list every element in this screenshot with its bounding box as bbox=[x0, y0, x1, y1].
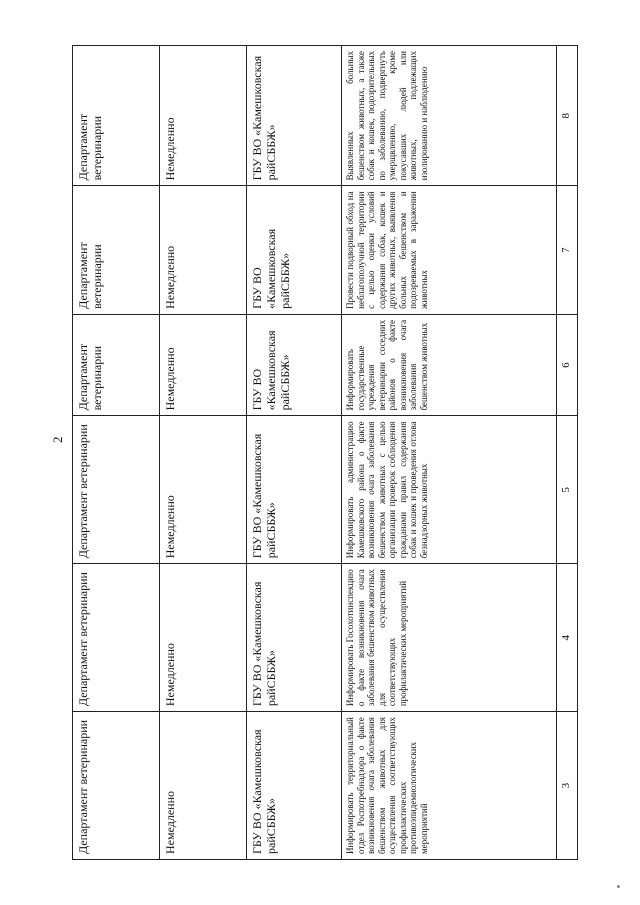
term-cell: Немедленно bbox=[160, 186, 247, 314]
responsible-cell: Департамент ветеринарии bbox=[73, 314, 160, 416]
row-number-cell: 6 bbox=[557, 314, 578, 416]
responsible-cell: Департамент ветеринарии bbox=[73, 416, 160, 564]
responsible-cell: Департамент ветеринарии bbox=[73, 46, 160, 186]
term-cell: Немедленно bbox=[160, 712, 247, 860]
description-cell: Информировать территориальный отдел Роспотребнадзора о факте возникновения очага заболевания бешенством животных для осуществления соответствующих профилактических противоэпидемиологических мероприятий bbox=[342, 712, 557, 860]
term-cell: Немедленно bbox=[160, 564, 247, 712]
term-cell: Немедленно bbox=[160, 416, 247, 564]
description-cell: Информировать государственные учреждения ветеринарии соседних районов о факте возникновения очага заболевания бешенством животных bbox=[342, 314, 557, 416]
table-row bbox=[247, 46, 342, 860]
description-cell: Провести подворный обход на неблагополучной территории с целью оценки условий содержания собак, кошек и других животных, выявления больных бешенством и подозреваемых в заражении животных bbox=[342, 186, 557, 314]
row-number-cell: 4 bbox=[557, 564, 578, 712]
executor-cell: ГБУ ВО «Камешковская райСББЖ» bbox=[247, 712, 342, 860]
row-number-cell: 7 bbox=[557, 186, 578, 314]
measures-table-grid bbox=[72, 45, 578, 860]
executor-cell: ГБУ ВО «Камешковская райСББЖ» bbox=[247, 564, 342, 712]
row-number-cell: 5 bbox=[557, 416, 578, 564]
table-row bbox=[73, 46, 160, 860]
responsible-cell: Департамент ветеринарии bbox=[73, 186, 160, 314]
table-row bbox=[160, 46, 247, 860]
term-cell: Немедленно bbox=[160, 46, 247, 186]
term-cell: Немедленно bbox=[160, 314, 247, 416]
table-row bbox=[557, 46, 578, 860]
executor-cell: ГБУ ВО «Камешковская райСББЖ» bbox=[247, 46, 342, 186]
executor-cell: ГБУ ВО «Камешковская райСББЖ» bbox=[247, 186, 342, 314]
table-row bbox=[342, 46, 557, 860]
measures-table bbox=[72, 45, 572, 860]
executor-cell: ГБУ ВО «Камешковская райСББЖ» bbox=[247, 416, 342, 564]
description-cell: Информировать администрацию Камешковского района о факте возникновения очага заболевания бешенством животных с целью организации проверок соблюдения гражданами правил содержания собак и кошек и проведения отлова безнадзорных животных bbox=[342, 416, 557, 564]
row-number-cell: 3 bbox=[557, 712, 578, 860]
description-cell: Информировать Госохотинспекцию о факте возникновения очага заболевания бешенством животных для осуществления соответствующих профилактических мероприятий bbox=[342, 564, 557, 712]
page-number: 2 bbox=[50, 436, 65, 443]
responsible-cell: Департамент ветеринарии bbox=[73, 712, 160, 860]
responsible-cell: Департамент ветеринарии bbox=[73, 564, 160, 712]
scan-mark bbox=[617, 885, 620, 888]
executor-cell: ГБУ ВО «Камешковская райСББЖ» bbox=[247, 314, 342, 416]
description-cell: Выявленных больных бешенством животных, а также собак и кошек, подозрительных по заболеванию, подвергнуть умерщвлению, кроме покусавших людей или животных, подлежащих изолированию и наблюдению bbox=[342, 46, 557, 186]
row-number-cell: 8 bbox=[557, 46, 578, 186]
